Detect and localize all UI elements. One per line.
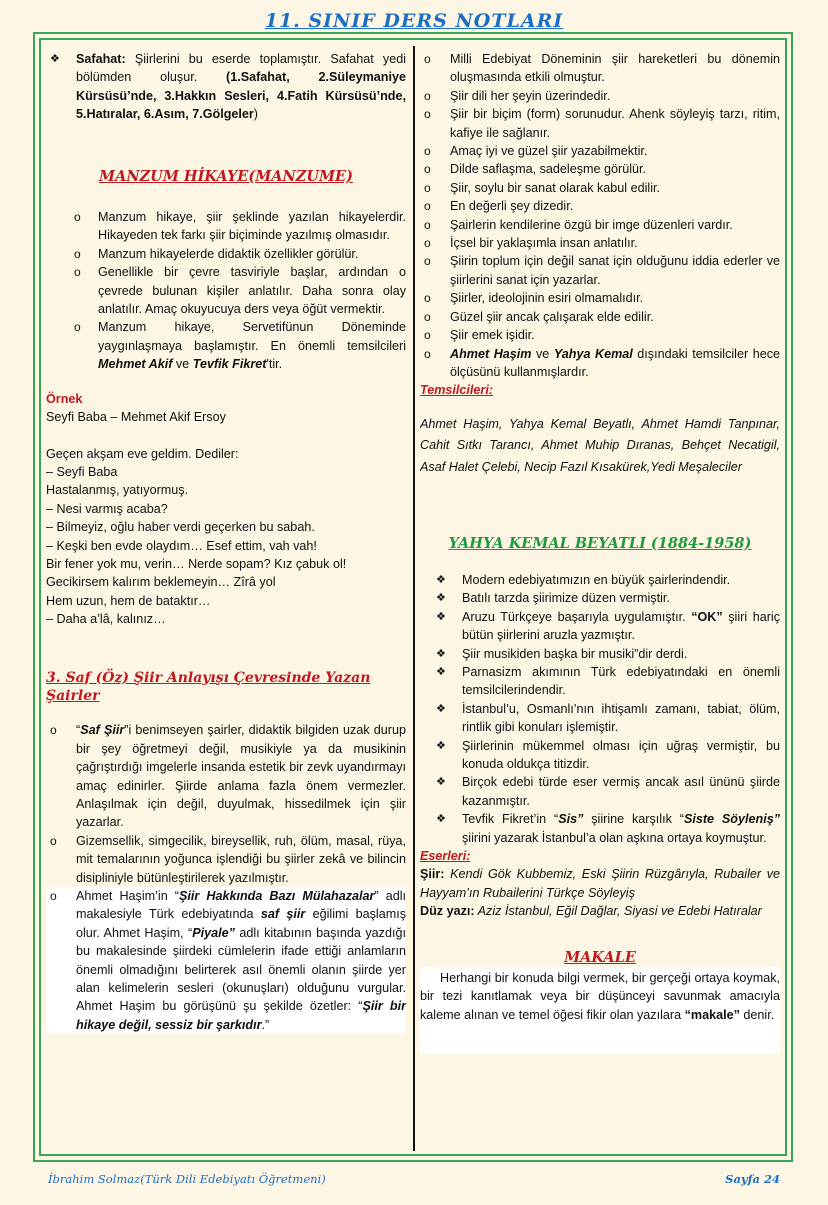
footer-page-number: Sayfa 24 <box>725 1172 780 1186</box>
list-item: ❖ Safahat: Şiirlerini bu eserde toplamıştır. Safahat yedi bölümden oluşur. (1.Safahat, 2.Süleymaniye Kürsüsü’nde, 3.Hakkın Sesleri, 4.Fatih Kürsüsü’nde, 5.Hatıralar, 6.Asım, 7.Gölgeler) <box>50 52 406 122</box>
siir-works: Şiir: Kendi Gök Kubbemiz, Eski Şiirin Rüzgârıyla, Rubailer ve Hayyam’ın Rubailerini Türkçe Söyleyiş <box>420 867 780 900</box>
footer-author: İbrahim Solmaz(Türk Dili Edebiyatı Öğretmeni) <box>48 1172 326 1186</box>
temsilciler-text: Ahmet Haşim, Yahya Kemal Beyatlı, Ahmet Hamdi Tanpınar, Cahit Sıtkı Tarancı, Ahmet Muhip Dıranas, Behçet Necatigil, Asaf Halet Çelebi, Necip Fazıl Kısakürek,Yedi Meşaleciler <box>420 416 780 474</box>
diamond-bullet-icon: ❖ <box>436 647 446 660</box>
circle-bullet-icon: o <box>74 320 81 335</box>
page-title: 11. SINIF DERS NOTLARI <box>264 10 564 32</box>
poem <box>46 445 406 629</box>
diamond-bullet-icon: ❖ <box>436 592 446 605</box>
list-item: o Manzum hikaye, Servetifünun Döneminde yaygınlaşmaya başlamıştır. En önemli temsilcileri Mehmet Akif ve Tevfik Fikret'tir. <box>74 320 406 372</box>
list-item: ❖ Batılı tarzda şiirimize düzen vermiştir. <box>432 589 780 607</box>
circle-bullet-icon: o <box>424 107 431 122</box>
ornek-label: Örnek <box>46 391 83 406</box>
list-item: o Ahmet Haşim ve Yahya Kemal dışındaki temsilciler hece ölçüsünü kullanmışlardır. <box>424 346 780 379</box>
list-item: o Ahmet Haşim’in “Şiir Hakkında Bazı Mülahazalar” adlı makalesiyle Türk edebiyatında saf şiir eğilimi başlamış olur. Ahmet Haşim, “Piyale” adlı kitabının başında yazdığı bu makalesinde şiirdeki cümlelerin ifade ettiği anlamların önemli olmadığını belirterek asıl önemli olanın şiirde yer alan kelimelerin sesleri (okunuşları) olduğunu vurgular. Ahmet Haşim bu görüşünü şu şekilde özetler: “Şiir bir hikaye değil, sessiz bir şarkıdır.” <box>46 887 406 1034</box>
circle-bullet-icon: o <box>424 217 431 232</box>
list-item: o Şiir bir biçim (form) sorunudur. Ahenk söyleyiş tarzı, ritim, kafiye ile sağlanır. <box>424 107 780 140</box>
manzum-heading: MANZUM HİKAYE(MANZUME) <box>99 167 353 185</box>
list-item: ❖ Modern edebiyatımızın en büyük şairlerindendir. <box>432 571 780 589</box>
list-item: o Amaç iyi ve güzel şiir yazabilmektir. <box>420 142 780 160</box>
list-item: o Şiirin toplum için değil sanat için olduğunu iddia ederler ve şiirlerini sanat için yazarlar. <box>424 254 780 287</box>
circle-bullet-icon: o <box>424 236 431 251</box>
makale-definition: Herhangi bir konuda bilgi vermek, bir gerçeği ortaya koymak, bir tezi kanıtlamak veya bir düşünceyi savunmak amacıyla kaleme alınan ve temel öğesi fikir olan yazılara “makale” denir. <box>420 967 780 1054</box>
saf-siir-heading: 3. Saf (Öz) Şiir Anlayışı Çevresinde Yazan Şairler <box>46 669 371 704</box>
list-item: ❖ Aruzu Türkçeye başarıyla uygulamıştır. “OK” şiiri hariç bütün şiirlerini aruzla yazmıştır. <box>436 609 780 643</box>
circle-bullet-icon: o <box>74 210 81 225</box>
diamond-bullet-icon: ❖ <box>436 610 446 623</box>
poem-line: Gecikirsem kalırım beklemeyin… Zîrâ yol <box>46 575 276 590</box>
list-item: o Milli Edebiyat Döneminin şiir hareketleri bu dönemin oluşmasında etkili olmuştur. <box>424 52 780 85</box>
diamond-bullet-icon: ❖ <box>436 702 446 715</box>
list-item: o Manzum hikaye, şiir şeklinde yazılan hikayelerdir. Hikayeden tek farkı şiir biçiminde yazılmış olmasıdır. <box>74 210 406 243</box>
circle-bullet-icon: o <box>424 162 431 177</box>
poem-line: – Keşki ben evde olaydım… Esef ettim, vah vah! <box>46 538 317 553</box>
circle-bullet-icon: o <box>74 265 81 280</box>
list-item: o Dilde saflaşma, sadeleşme görülür. <box>420 160 780 178</box>
circle-bullet-icon: o <box>50 723 57 738</box>
circle-bullet-icon: o <box>50 889 57 904</box>
poem-line: – Bilmeyiz, oğlu haber verdi geçerken bu sabah. <box>46 520 315 535</box>
circle-bullet-icon: o <box>424 254 431 269</box>
diamond-bullet-icon: ❖ <box>436 739 446 752</box>
list-item: o Genellikle bir çevre tasviriyle başlar, ardından o çevrede bulunan kişiler anlatılır. Daha sonra olay anlatılır. Amaç okuyucuya ders veya öğüt vermektir. <box>74 265 406 317</box>
diamond-bullet-icon: ❖ <box>50 53 60 65</box>
poem-line: Bir fener yok mu, verin… Nerde sopam? Kız çabuk ol! <box>46 556 347 571</box>
circle-bullet-icon: o <box>424 52 431 66</box>
makale-heading: MAKALE <box>564 948 636 966</box>
safahat-label: Safahat: <box>76 52 126 66</box>
circle-bullet-icon: o <box>424 88 431 103</box>
circle-bullet-icon: o <box>424 144 431 159</box>
circle-bullet-icon: o <box>424 199 431 214</box>
ornek-source: Seyfi Baba – Mehmet Akif Ersoy <box>46 410 226 425</box>
poem-line: – Seyfi Baba <box>46 464 118 479</box>
list-item: o Şiir dili her şeyin üzerindedir. <box>420 87 780 105</box>
diamond-bullet-icon: ❖ <box>436 813 446 826</box>
yahya-kemal-list <box>420 571 780 847</box>
list-item: ❖ Birçok edebi türde eser vermiş ancak asıl ününü şiirde kazanmıştır. <box>436 775 780 808</box>
list-item: o Şiir emek işidir. <box>420 326 780 344</box>
circle-bullet-icon: o <box>424 291 431 306</box>
poem-line: – Nesi varmış acaba? <box>46 501 168 516</box>
diamond-bullet-icon: ❖ <box>436 665 446 678</box>
list-item: o Güzel şiir ancak çalışarak elde edilir. <box>420 308 780 326</box>
diamond-bullet-icon: ❖ <box>436 573 446 586</box>
circle-bullet-icon: o <box>424 180 431 195</box>
list-item: ❖ Şiir musikiden başka bir musiki”dir derdi. <box>432 645 780 663</box>
poem-line: Geçen akşam eve geldim. Dediler: <box>46 446 239 461</box>
manzum-list <box>46 208 406 374</box>
list-item: ❖ Tevfik Fikret’in “Sis” şiirine karşılık “Siste Söyleniş” şiirini yazarak İstanbul’a olan aşkına ortaya koymuştur. <box>436 812 780 845</box>
list-item: ❖ Parnasizm akımının Türk edebiyatındaki en önemli temsilcilerindendir. <box>436 664 780 698</box>
right-column <box>420 44 780 1152</box>
eserleri-label: Eserleri: <box>420 849 471 863</box>
circle-bullet-icon: o <box>50 833 57 848</box>
list-item: ❖ Şiirlerinin mükemmel olması için uğraş vermiştir, bu konuda oldukça titizdir. <box>436 738 780 771</box>
list-item: o Gizemsellik, simgecilik, bireysellik, ruh, ölüm, masal, rüya, mit temalarının yoğunca işlendiği bu şiirler zekâ ve bilincin disipliniyle bütünleştirilerek yazılmıştır. <box>50 833 406 885</box>
duz-yazi-works: Düz yazı: Aziz İstanbul, Eğil Dağlar, Siyasi ve Edebi Hatıralar <box>420 904 762 919</box>
list-item: o Şairlerin kendilerine özgü bir imge düzenleri vardır. <box>420 216 780 234</box>
list-item: o “Saf Şiir”i benimseyen şairler, didaktik bilgiden uzak durup bir şey öğretmeyi değil, musikiyle ya da musikinin çağrıştırdığı imgelerle insanda estetik bir zevk uyandırmayı amaç edinirler. Şiirde anlama fazla önem vermezler. Anlaşılmak için değil, duyulmak, hissedilmek için şiir yazarlar. <box>50 723 406 830</box>
poem-line: – Daha a’lâ, kalınız… <box>46 612 166 627</box>
circle-bullet-icon: o <box>424 328 431 343</box>
diamond-bullet-icon: ❖ <box>436 776 446 789</box>
list-item: o İçsel bir yaklaşımla insan anlatılır. <box>420 234 780 252</box>
list-item: o En değerli şey dizedir. <box>420 197 780 215</box>
list-item: ❖ İstanbul’u, Osmanlı’nın ihtişamlı zamanı, tabiat, ölüm, rintlik gibi konuları işlemiştir. <box>436 701 780 735</box>
yahya-kemal-heading: YAHYA KEMAL BEYATLI (1884-1958) <box>448 534 752 552</box>
list-item: o Şiir, soylu bir sanat olarak kabul edilir. <box>420 179 780 197</box>
circle-bullet-icon: o <box>424 309 431 324</box>
circle-bullet-icon: o <box>74 246 81 261</box>
circle-bullet-icon: o <box>424 346 431 361</box>
list-item: o Manzum hikayelerde didaktik özellikler görülür. <box>46 245 406 263</box>
saf-siir-features-list <box>420 50 780 381</box>
left-column <box>46 44 406 1152</box>
safahat-list <box>46 50 406 124</box>
saf-siir-list <box>46 721 406 1034</box>
poem-line: Hastalanmış, yatıyormuş. <box>46 483 189 498</box>
poem-line: Hem uzun, hem de bataktır… <box>46 593 211 608</box>
temsilciler-label: Temsilcileri: <box>420 383 494 398</box>
column-divider <box>413 46 415 1151</box>
list-item: o Şiirler, ideolojinin esiri olmamalıdır. <box>420 289 780 307</box>
